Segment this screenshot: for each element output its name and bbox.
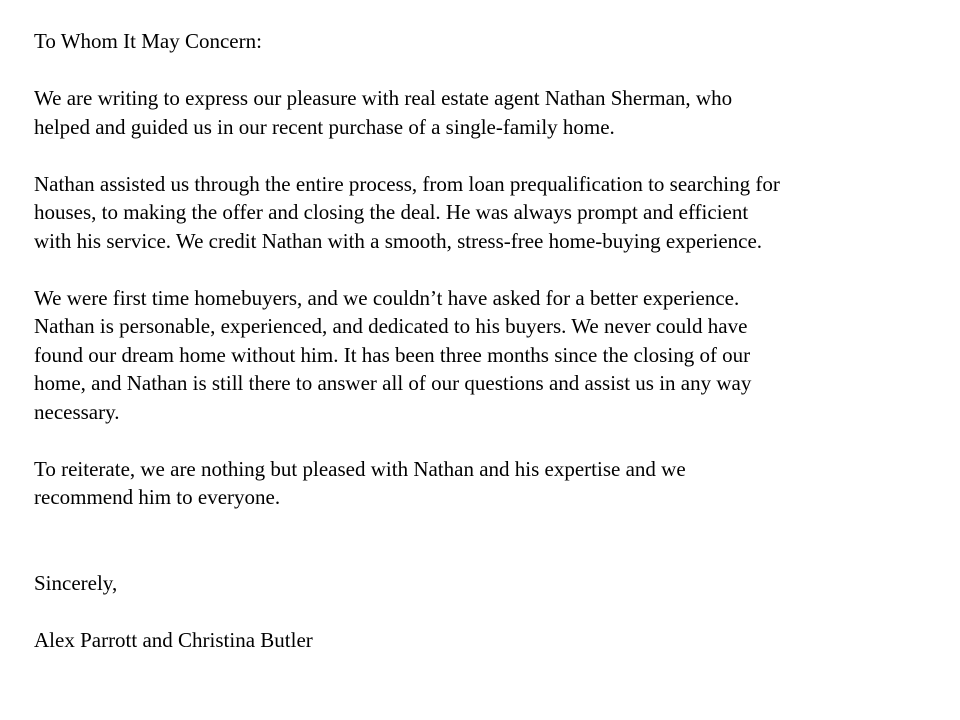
paragraph-3 xyxy=(34,284,934,427)
paragraph-line: Nathan assisted us through the entire process, from loan prequalification to searching for xyxy=(34,171,780,196)
paragraph-line: recommend him to everyone. xyxy=(34,485,281,509)
paragraph-line: with his service. We credit Nathan with a smooth, stress-free home-buying experience. xyxy=(34,228,763,253)
paragraph-line: We were first time homebuyers, and we couldn’t have asked for a better experience. xyxy=(34,285,740,310)
paragraph-4 xyxy=(34,455,934,512)
paragraph-line: found our dream home without him. It has been three months since the closing of our xyxy=(34,342,751,367)
signature: Alex Parrott and Christina Butler xyxy=(34,627,313,652)
salutation: To Whom It May Concern: xyxy=(34,29,262,53)
paragraph-line: helped and guided us in our recent purchase of a single-family home. xyxy=(34,114,615,139)
paragraph-line: We are writing to express our pleasure with real estate agent Nathan Sherman, who xyxy=(34,86,733,110)
paragraph-1 xyxy=(34,84,934,141)
paragraph-line: To reiterate, we are nothing but pleased with Nathan and his expertise and we xyxy=(34,456,686,481)
paragraph-line: Nathan is personable, experienced, and dedicated to his buyers. We never could have xyxy=(34,314,748,338)
letter-body xyxy=(34,27,934,654)
closing: Sincerely, xyxy=(34,570,118,595)
paragraph-line: necessary. xyxy=(34,399,120,424)
paragraph-2 xyxy=(34,170,934,256)
paragraph-line: home, and Nathan is still there to answer all of our questions and assist us in any way xyxy=(34,371,752,395)
paragraph-line: houses, to making the offer and closing the deal. He was always prompt and efficient xyxy=(34,200,749,224)
